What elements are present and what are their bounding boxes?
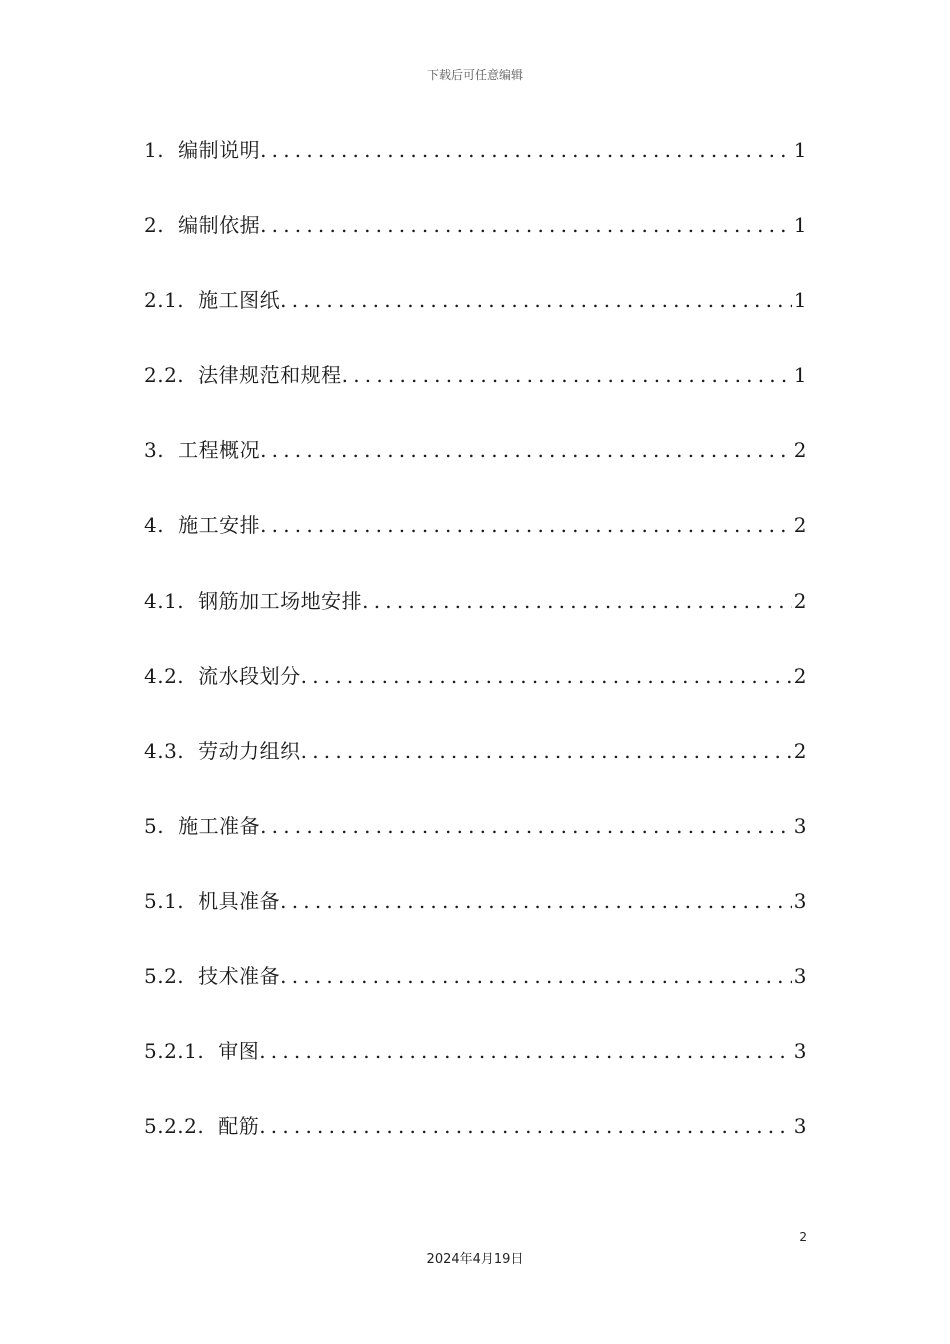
toc-page: 3 <box>793 1039 807 1064</box>
toc-title: 施工准备 <box>178 813 261 838</box>
toc-page: 1 <box>793 138 807 162</box>
toc-title: 配筋 <box>218 1114 260 1139</box>
toc-number: 5.2.1. <box>144 1039 205 1064</box>
toc-entry[interactable] <box>144 810 807 885</box>
toc-title: 机具准备 <box>198 888 281 913</box>
toc-leader-dots <box>280 964 792 988</box>
toc-page: 2 <box>793 438 807 463</box>
toc-title: 流水段划分 <box>198 663 301 688</box>
toc-leader-dots <box>342 363 792 387</box>
toc-entry[interactable] <box>144 434 807 509</box>
footer-date: 2024年4月19日 <box>426 1252 524 1267</box>
toc-title: 钢筋加工场地安排 <box>198 588 363 613</box>
toc-leader-dots <box>280 288 792 312</box>
toc-page: 3 <box>793 964 807 989</box>
toc-number: 4. <box>144 513 165 538</box>
toc-number: 4.2. <box>144 663 185 688</box>
toc-title: 施工图纸 <box>198 288 281 313</box>
toc-title: 审图 <box>218 1039 260 1064</box>
toc-leader-dots <box>259 1114 792 1138</box>
toc-page: 2 <box>793 663 807 688</box>
toc-number: 5. <box>144 813 165 838</box>
toc-title: 法律规范和规程 <box>198 363 342 388</box>
toc-entry[interactable] <box>144 660 807 735</box>
toc-leader-dots <box>260 814 792 838</box>
toc-number: 1. <box>144 138 165 162</box>
toc-title: 施工安排 <box>178 513 261 538</box>
page-header: 下载后可任意编辑 <box>426 68 523 82</box>
toc-page: 2 <box>793 738 807 763</box>
toc-entry[interactable] <box>144 509 807 584</box>
toc-page: 2 <box>793 588 807 613</box>
toc-title: 编制说明 <box>178 138 261 162</box>
toc-page: 3 <box>793 1114 807 1139</box>
toc-entry[interactable] <box>144 885 807 960</box>
toc-leader-dots <box>260 213 792 237</box>
toc-leader-dots <box>301 739 792 763</box>
toc-leader-dots <box>259 1039 792 1063</box>
toc-entry[interactable] <box>144 1110 807 1185</box>
toc-entry[interactable] <box>144 585 807 660</box>
toc-number: 2.1. <box>144 288 185 313</box>
toc-number: 4.1. <box>144 588 185 613</box>
toc-title: 技术准备 <box>198 964 281 989</box>
toc-entry[interactable] <box>144 359 807 434</box>
toc-leader-dots <box>260 138 792 162</box>
toc-leader-dots <box>362 589 792 613</box>
page-number: 2 <box>799 1230 807 1244</box>
toc-leader-dots <box>280 889 792 913</box>
toc-entry[interactable] <box>144 1035 807 1110</box>
table-of-contents <box>144 134 807 1185</box>
toc-entry[interactable] <box>144 284 807 359</box>
toc-number: 5.2.2. <box>144 1114 205 1139</box>
toc-entry[interactable] <box>144 134 807 209</box>
toc-page: 3 <box>793 888 807 913</box>
toc-leader-dots <box>260 513 792 537</box>
toc-number: 4.3. <box>144 738 185 763</box>
toc-leader-dots <box>260 438 792 462</box>
toc-title: 编制依据 <box>178 213 261 238</box>
toc-page: 1 <box>793 363 807 388</box>
toc-number: 2.2. <box>144 363 185 388</box>
toc-number: 5.2. <box>144 964 185 989</box>
toc-number: 5.1. <box>144 888 185 913</box>
toc-title: 工程概况 <box>178 438 261 463</box>
toc-number: 2. <box>144 213 165 238</box>
toc-page: 1 <box>793 288 807 313</box>
toc-page: 2 <box>793 513 807 538</box>
toc-entry[interactable] <box>144 209 807 284</box>
toc-entry[interactable] <box>144 735 807 810</box>
toc-entry[interactable] <box>144 960 807 1035</box>
toc-page: 1 <box>793 213 807 238</box>
toc-title: 劳动力组织 <box>198 738 301 763</box>
toc-page: 3 <box>793 813 807 838</box>
toc-number: 3. <box>144 438 165 463</box>
toc-leader-dots <box>301 664 792 688</box>
